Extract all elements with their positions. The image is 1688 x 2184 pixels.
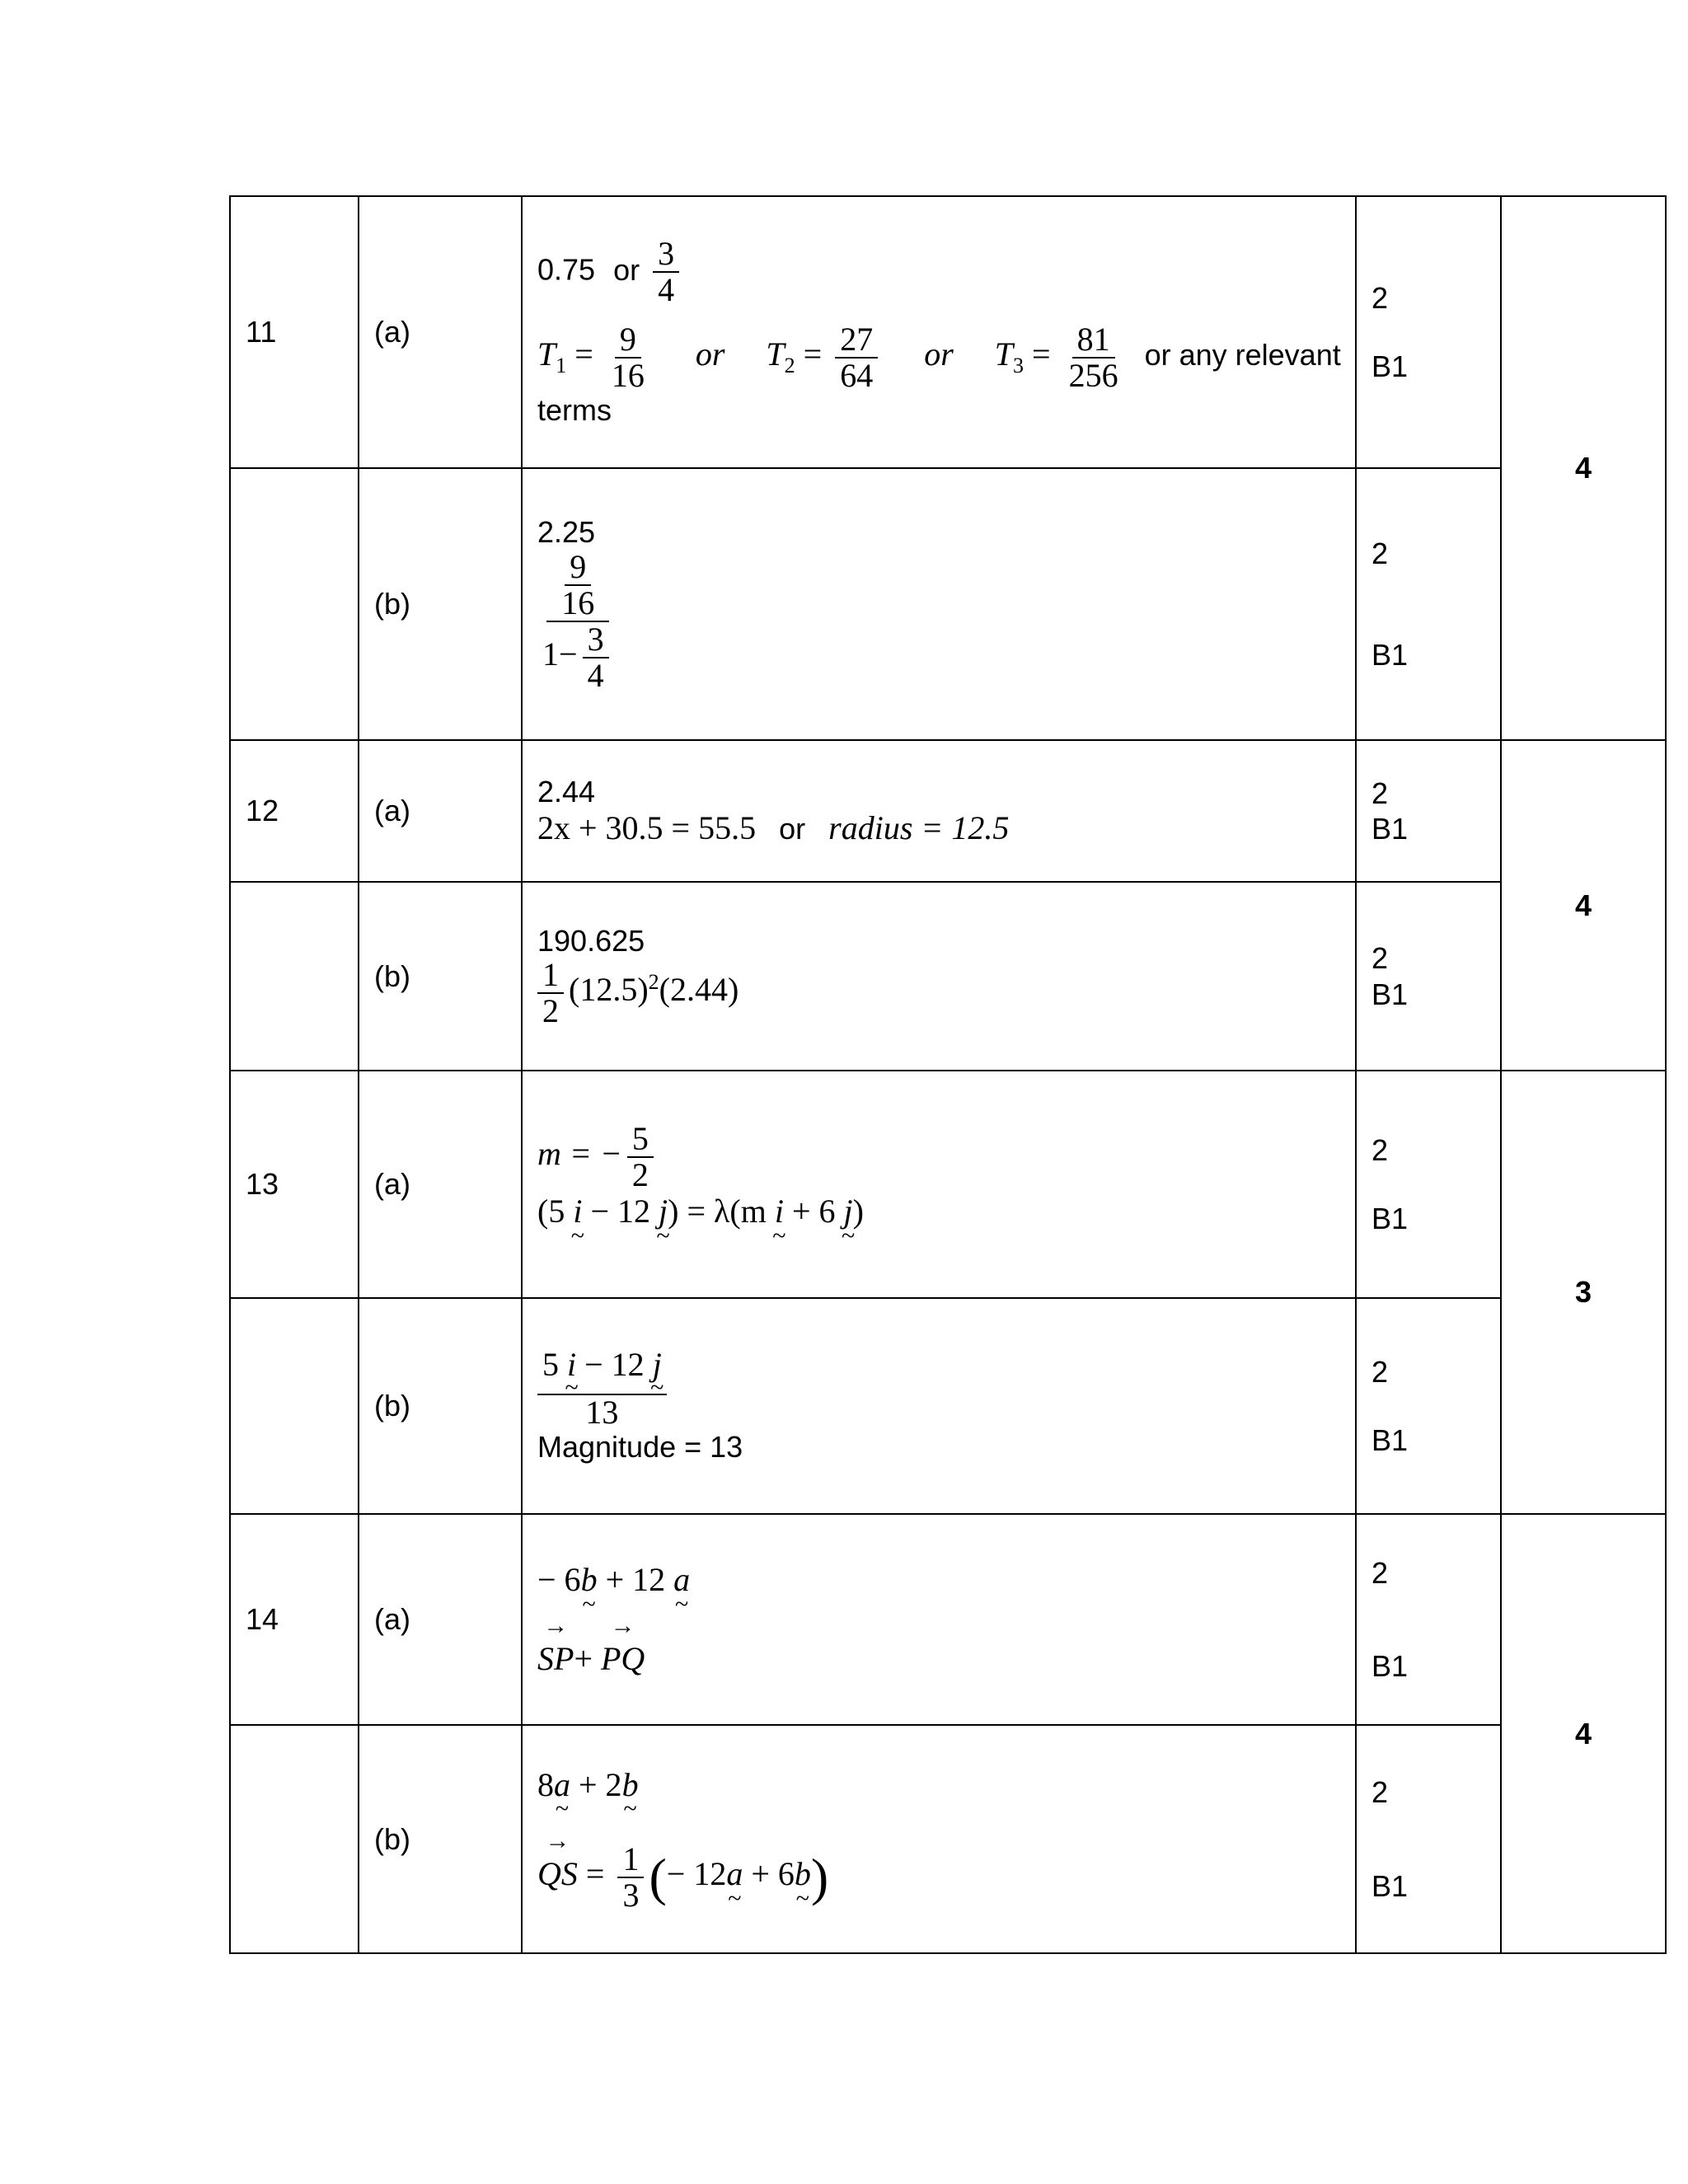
or-text: or [779,811,806,846]
fraction [537,958,564,1029]
question-total: 4 [1501,740,1666,1071]
numerator [537,1347,667,1395]
denominator: 4 [658,271,675,309]
expr-part: − 6 [537,1561,581,1598]
expr-part: − 12 [666,1854,727,1892]
answer-value: 0.75 [537,252,596,287]
working-cell [522,1725,1356,1953]
numerator: 27 [835,322,878,359]
working-cell [522,1071,1356,1298]
one-minus: 1− [542,635,578,673]
marks-cell [1356,882,1501,1071]
fraction [1064,322,1123,393]
vector-i: i ~ [775,1193,784,1230]
working-line [537,958,1355,1029]
working-cell [522,740,1356,882]
term-subscript: 1 [556,354,567,378]
marks-cell [1356,1298,1501,1514]
term-symbol: T [994,335,1014,373]
vector-a: a ~ [673,1561,690,1599]
m-value-line [537,1122,1355,1193]
mark-type: B1 [1372,977,1409,1011]
answer-value: 190.625 [537,923,645,958]
vector-b: b ~ [581,1561,598,1599]
question-number [230,468,359,740]
question-number: 11 [230,196,359,468]
fraction [607,322,649,393]
vector-qs: → QS [537,1855,578,1893]
question-part: (b) [359,468,522,740]
mark-type: B1 [1372,1202,1409,1235]
fraction [583,622,609,693]
expr-part: + 6 [783,1193,836,1230]
numerator: 3 [653,237,679,273]
working-cell [522,882,1356,1071]
working-line [537,1193,1355,1230]
mark-total: 2 [1372,280,1389,315]
denominator: 3 [622,1876,640,1914]
denominator: 2 [631,1156,649,1193]
working-line [537,809,1355,847]
or-text: or [613,252,640,287]
vector-j: j ~ [653,1347,662,1382]
working-cell [522,196,1356,468]
working-expression: (12.5) [569,971,649,1009]
expr-part: + 12 [597,1561,666,1598]
denominator: 4 [587,656,604,694]
table-row [230,1298,1666,1514]
denominator: 256 [1068,357,1118,395]
term-symbol: T [766,335,785,373]
tail-text: or any relevant [1144,338,1341,373]
expr-part: 5 [542,1346,559,1384]
answer-line [537,1766,1355,1804]
mark-total: 2 [1372,1354,1389,1389]
unit-vector-fraction [537,1347,667,1430]
tail-text-continued: terms [537,393,612,428]
table-row [230,740,1666,882]
question-number: 13 [230,1071,359,1298]
term-subscript: 2 [784,354,795,378]
table-row [230,882,1666,1071]
table-row [230,1514,1666,1725]
table-row [230,196,1666,468]
question-number: 12 [230,740,359,882]
fraction [835,322,878,393]
left-paren-icon: ( [649,1847,667,1906]
exponent: 2 [648,970,659,995]
fraction [617,1842,644,1913]
mark-type: B1 [1372,638,1409,672]
mark-type: B1 [1372,812,1409,846]
m-label: m = − [537,1135,622,1173]
fraction [653,237,679,307]
mark-total: 2 [1372,536,1389,570]
fraction [627,1122,654,1193]
denominator: 16 [561,583,595,621]
question-part: (b) [359,1725,522,1953]
mark-total: 2 [1372,941,1389,976]
question-total: 4 [1501,196,1666,740]
marks-cell [1356,468,1501,740]
numerator: 3 [583,622,609,658]
numerator: 9 [615,322,641,359]
vector-i: i ~ [573,1193,582,1230]
vector-a: a ~ [554,1766,570,1804]
working-cell [522,1298,1356,1514]
mark-type: B1 [1372,1868,1409,1903]
expr-part: + 6 [743,1854,795,1892]
marks-cell [1356,196,1501,468]
marks-cell [1356,1071,1501,1298]
mark-total: 2 [1372,1775,1389,1810]
denominator: 16 [611,357,645,395]
numerator: 1 [617,1842,644,1878]
mark-total: 2 [1372,1132,1389,1167]
term-subscript: 3 [1013,354,1025,378]
working-cell [522,468,1356,740]
working-right: radius = 12.5 [828,808,1010,846]
question-number [230,1725,359,1953]
numerator: 1 [537,958,564,994]
answer-line [537,1561,1355,1599]
answer-line [537,237,1355,307]
question-number: 14 [230,1514,359,1725]
expr-part: + 2 [570,1765,622,1803]
marks-cell [1356,740,1501,882]
equals-sign: = [585,1854,605,1892]
fraction [556,547,599,621]
expr-part: (5 [537,1193,565,1230]
plus-sign: + [574,1640,593,1677]
working-line [537,1842,1355,1913]
mark-total: 2 [1372,776,1389,810]
denominator: 13 [585,1394,619,1432]
right-paren-icon: ) [810,1847,829,1906]
marking-scheme-table [229,195,1667,1954]
question-total: 3 [1501,1071,1666,1514]
numerator [546,547,609,622]
working-left: 2x + 30.5 = 55.5 [537,808,757,846]
vector-j: j ~ [844,1193,853,1230]
question-number [230,1298,359,1514]
marks-cell [1356,1725,1501,1953]
numerator: 5 [627,1122,654,1158]
expr-part: ) [852,1193,864,1230]
compound-fraction [537,547,619,694]
answer-value: 2.25 [537,515,596,550]
vector-j: j ~ [659,1193,668,1230]
or-text: or [695,335,725,373]
working-line: $T_1$ = $\frac{9}{16}$ or $T_2$ = $\frac{27}{64}$ or $T_3$ = $\frac{81}{256}$ or any relevant [537,321,1341,395]
or-text: or [924,335,954,373]
numerator: 9 [565,550,591,586]
expr-part: − 12 [576,1346,645,1384]
table-row [230,1725,1666,1953]
mark-total: 2 [1372,1555,1389,1590]
working-cell [522,1514,1356,1725]
expr-part: ) = λ(m [668,1193,767,1230]
expr-part: − 12 [582,1193,651,1230]
question-part: (a) [359,1071,522,1298]
vector-b: b ~ [622,1766,639,1804]
vector-sp: → SP [537,1640,574,1678]
denominator [537,622,619,693]
working-line [537,1640,1355,1678]
denominator: 2 [542,992,559,1030]
question-part: (b) [359,1298,522,1514]
vector-a: a ~ [726,1855,743,1893]
magnitude-text: Magnitude = 13 [537,1430,743,1465]
question-part: (a) [359,740,522,882]
denominator: 64 [840,357,874,395]
term-symbol: T [537,335,556,373]
question-number [230,882,359,1071]
marks-cell [1356,1514,1501,1725]
expr-part: 8 [537,1765,554,1803]
mark-type: B1 [1372,349,1409,383]
vector-i: i ~ [567,1347,576,1382]
question-total: 4 [1501,1514,1666,1953]
vector-pq: → PQ [601,1640,645,1678]
question-part: (b) [359,882,522,1071]
question-part: (a) [359,196,522,468]
mark-type: B1 [1372,1423,1409,1457]
mark-type: B1 [1372,1649,1409,1683]
working-expression: (2.44) [659,971,739,1009]
vector-b: b ~ [795,1855,811,1893]
numerator: 81 [1072,322,1115,359]
table-row [230,1071,1666,1298]
question-part: (a) [359,1514,522,1725]
table-row [230,468,1666,740]
answer-value: 2.44 [537,775,596,809]
